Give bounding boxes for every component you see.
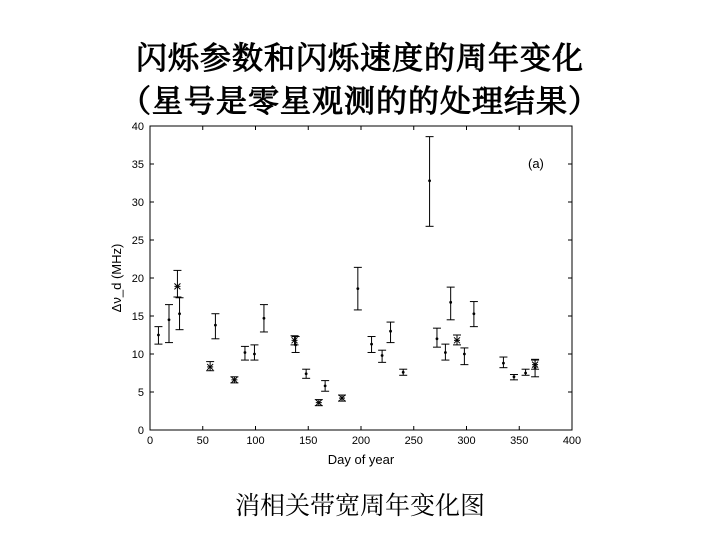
x-tick-label: 350 <box>510 435 529 447</box>
y-tick-label: 30 <box>131 197 144 209</box>
data-point <box>321 381 329 392</box>
star-point <box>206 362 214 371</box>
x-tick-label: 200 <box>351 435 371 447</box>
dot-marker <box>381 354 384 357</box>
dot-marker <box>436 337 439 340</box>
data-point <box>426 137 434 227</box>
dot-marker <box>389 330 392 333</box>
x-tick-label: 0 <box>146 435 154 447</box>
data-point <box>250 345 258 360</box>
y-tick-label: 40 <box>131 121 144 133</box>
x-tick-label: 100 <box>246 435 265 447</box>
data-point <box>260 305 268 332</box>
x-tick-label: 150 <box>299 435 318 447</box>
y-tick-label: 25 <box>131 235 144 247</box>
data-point <box>441 344 449 360</box>
plot-frame <box>150 126 572 430</box>
data-point <box>447 287 455 320</box>
star-point <box>338 395 346 401</box>
slide-title-line2: （星号是零星观测的的处理结果） <box>120 84 600 120</box>
dot-marker <box>214 324 217 327</box>
slide-title-line1: 闪烁参数和闪烁速度的周年变化 <box>136 41 584 77</box>
y-tick-label: 20 <box>131 273 144 285</box>
dot-marker <box>524 372 527 375</box>
x-axis-label: Day of year <box>327 452 395 467</box>
dot-marker <box>244 351 247 354</box>
data-point <box>154 327 162 344</box>
axis-ticks <box>132 121 581 447</box>
dot-marker <box>472 312 475 315</box>
dot-marker <box>502 362 505 365</box>
data-point <box>433 328 441 347</box>
y-tick-label: 15 <box>131 311 144 323</box>
data-point <box>165 305 173 343</box>
star-point <box>230 377 238 383</box>
y-tick-label: 5 <box>137 387 144 399</box>
data-point <box>522 369 530 375</box>
data-point <box>499 357 507 368</box>
y-tick-label: 10 <box>131 349 144 361</box>
slide-caption: 消相关带宽周年变化图 <box>234 491 485 520</box>
dot-marker <box>324 385 327 388</box>
star-point <box>531 360 539 369</box>
data-point <box>510 375 518 380</box>
dot-marker <box>157 334 160 337</box>
dot-marker <box>178 312 181 315</box>
x-tick-label: 300 <box>457 435 476 447</box>
y-tick-label: 0 <box>137 425 144 437</box>
dot-marker <box>253 353 256 356</box>
data-point <box>176 298 184 330</box>
panel-label: (a) <box>528 156 544 171</box>
dot-marker <box>428 179 431 182</box>
dot-marker <box>463 353 466 356</box>
dot-marker <box>449 301 452 304</box>
dot-marker <box>263 317 266 320</box>
data-point <box>387 322 395 343</box>
data-point <box>354 267 362 310</box>
star-point <box>453 335 461 345</box>
star-point <box>291 336 299 345</box>
dot-marker <box>356 287 359 290</box>
data-point <box>302 369 310 378</box>
dot-marker <box>168 318 171 321</box>
dot-marker <box>305 372 308 375</box>
star-point <box>315 400 323 406</box>
data-point <box>378 350 386 362</box>
data-point <box>399 369 407 375</box>
x-tick-label: 50 <box>196 435 209 447</box>
data-point <box>211 314 219 339</box>
dot-marker <box>444 351 447 354</box>
dot-marker <box>370 343 373 346</box>
dot-marker <box>513 375 516 378</box>
y-tick-label: 35 <box>131 159 144 171</box>
data-point <box>470 302 478 327</box>
data-point <box>241 346 249 360</box>
y-axis-label: Δν_d (MHz) <box>109 243 124 313</box>
data-marks <box>154 137 539 406</box>
x-tick-label: 250 <box>404 435 423 447</box>
x-tick-label: 400 <box>562 435 582 447</box>
data-point <box>368 337 376 353</box>
data-point <box>460 348 468 365</box>
dot-marker <box>402 371 405 374</box>
star-point <box>173 270 181 297</box>
